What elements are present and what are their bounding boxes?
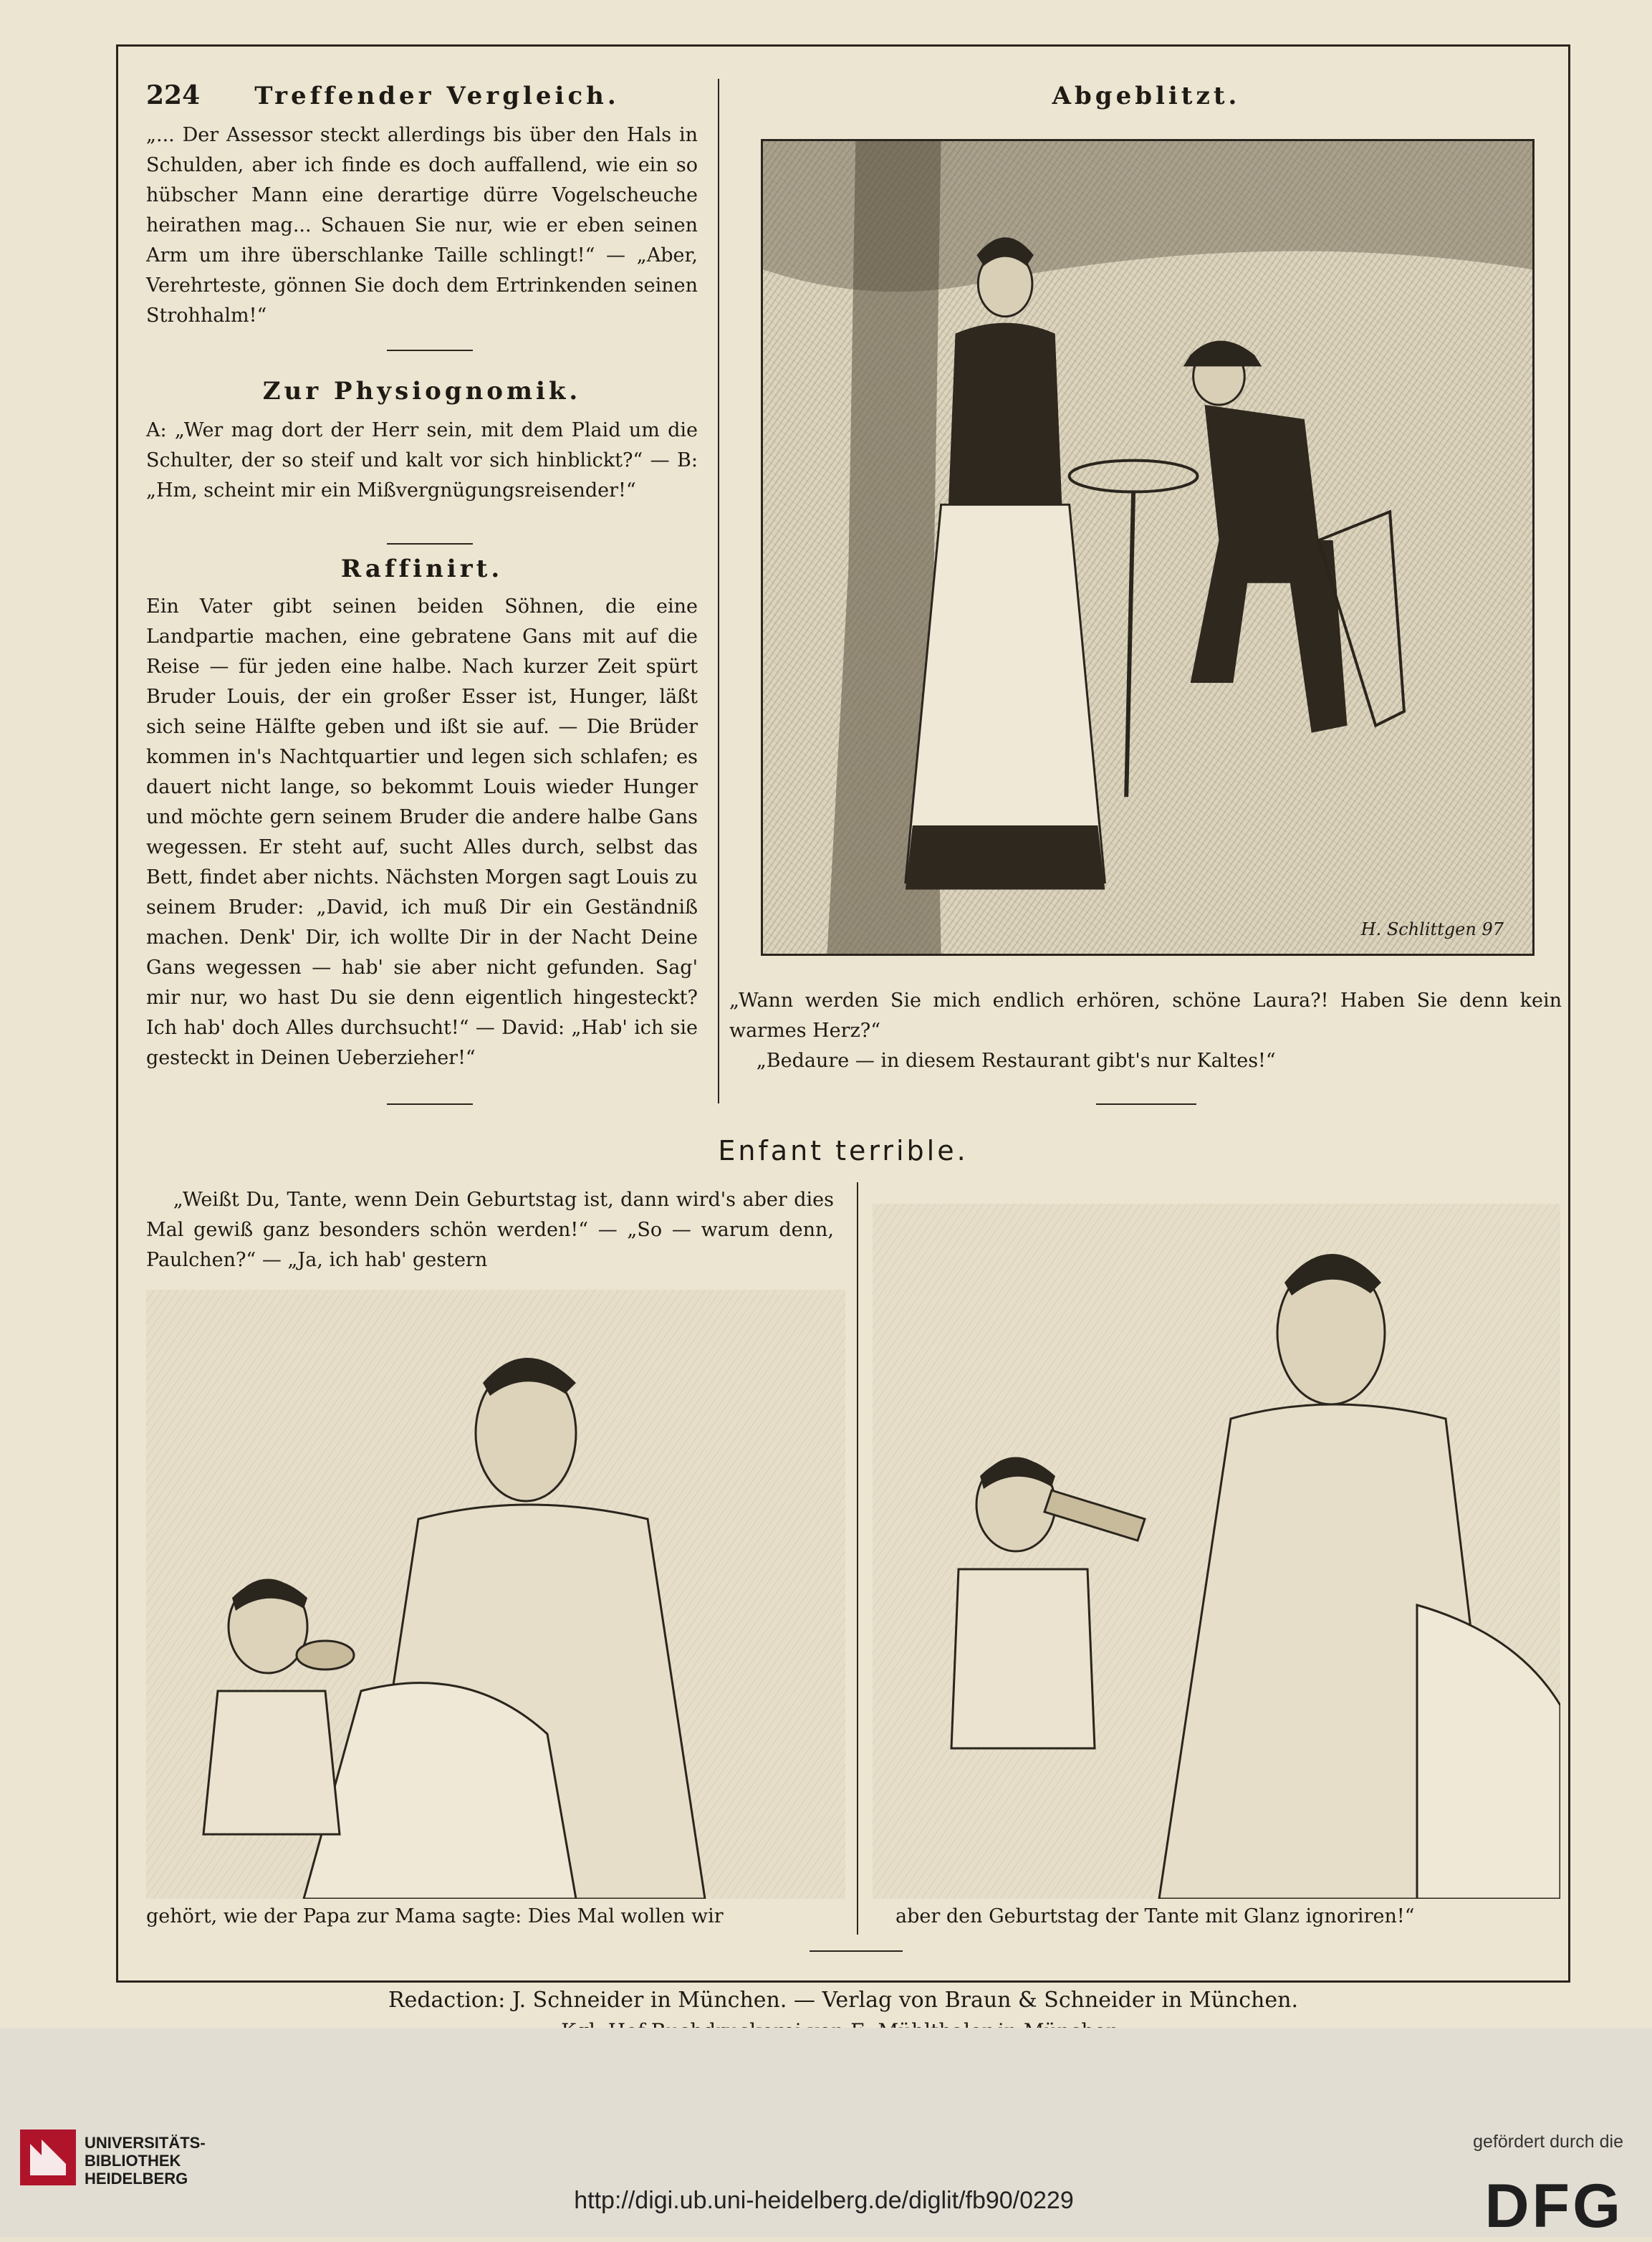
imprint-publisher: Redaction: J. Schneider in München. — Verlag von Braun & Schneider in München. bbox=[388, 1988, 1298, 2013]
library-name-line: UNIVERSITÄTS- bbox=[85, 2134, 206, 2152]
section-divider bbox=[810, 1950, 903, 1952]
caption-enfant-terrible-left: gehört, wie der Papa zur Mama sagte: Dies Mal wollen wir bbox=[146, 1905, 724, 1927]
funding-caption: gefördert durch die bbox=[1473, 2132, 1623, 2152]
illustration-boy-and-aunt-glaring bbox=[873, 1204, 1560, 1899]
illustration-boy-and-aunt-sewing bbox=[146, 1290, 845, 1899]
column-rule bbox=[718, 79, 719, 1103]
illustration-abgeblitzt bbox=[761, 139, 1535, 956]
university-library-logo-icon bbox=[20, 2130, 76, 2185]
text-enfant-terrible-intro: „Weißt Du, Tante, wenn Dein Geburtstag ist, dann wird's aber dies Mal gewiß ganz besonders schön werden!“ — „So — warum denn, Paulchen?“ — „Ja, ich hab' gestern bbox=[146, 1189, 834, 1271]
section-title-treffender-vergleich: Treffender Vergleich. bbox=[254, 82, 620, 110]
caption-enfant-terrible-right: aber den Geburtstag der Tante mit Glanz ignoriren!“ bbox=[895, 1905, 1415, 1927]
boy-eating-and-aunt-drawing bbox=[873, 1204, 1560, 1899]
section-divider bbox=[387, 543, 473, 545]
library-name-line: HEIDELBERG bbox=[85, 2170, 188, 2188]
section-divider bbox=[1096, 1103, 1196, 1105]
boy-and-aunt-drawing bbox=[146, 1290, 845, 1899]
university-library-name bbox=[85, 2134, 206, 2188]
column-rule bbox=[857, 1182, 858, 1935]
waitress-and-guest-drawing bbox=[763, 141, 1532, 954]
text-physiognomik: A: „Wer mag dort der Herr sein, mit dem Plaid um die Schulter, der so steif und kalt vor sich hinblickt?“ — B: „Hm, scheint mir ein Mißvergnügungsreisender!“ bbox=[146, 419, 698, 502]
section-title-enfant-terrible: Enfant terrible. bbox=[718, 1135, 969, 1166]
caption-abgeblitzt-answer: „Bedaure — in diesem Restaurant gibt's nur Kaltes!“ bbox=[756, 1050, 1276, 1072]
library-name-line: BIBLIOTHEK bbox=[85, 2152, 181, 2170]
section-title-abgeblitzt: Abgeblitzt. bbox=[1052, 82, 1241, 110]
section-divider bbox=[387, 1103, 473, 1105]
caption-abgeblitzt-question: „Wann werden Sie mich endlich erhören, schöne Laura?! Haben Sie denn kein warmes Herz?“ bbox=[729, 990, 1562, 1042]
source-url-link[interactable]: http://digi.ub.uni-heidelberg.de/diglit/fb90/0229 bbox=[574, 2187, 1074, 2214]
dfg-logo: DFG bbox=[1484, 2172, 1623, 2241]
text-raffinirt: Ein Vater gibt seinen beiden Söhnen, die eine Landpartie machen, eine gebratene Gans mit auf die Reise — für jeden eine halbe. Nach kurzer Zeit spürt Bruder Louis, der ein großer Esser ist, Hunger, läßt sich seine Hälfte geben und ißt sie auf. — Die Brüder kommen in's Nachtquartier und legen sich schlafen; es dauert nicht lange, so bekommt Louis wieder Hunger und möchte gern seinem Bruder die andere halbe Gans wegessen. Er steht auf, sucht Alles durch, selbst das Bett, findet aber nichts. Nächsten Morgen sagt Louis zu seinem Bruder: „David, ich muß Dir ein Geständniß machen. Denk' Dir, ich wollte Dir in der Nacht Deine Gans wegessen — hab' sie aber nicht gefunden. Sag' mir nur, wo hast Du sie denn eigentlich hingesteckt? Ich hab' doch Alles durchsucht!“ — David: „Hab' ich sie gesteckt in Deinen Ueberzieher!“ bbox=[146, 595, 698, 1069]
section-title-raffinirt: Raffinirt. bbox=[340, 555, 504, 583]
section-divider bbox=[387, 350, 473, 351]
section-title-physiognomik: Zur Physiognomik. bbox=[262, 377, 582, 406]
page-number: 224 bbox=[146, 80, 201, 110]
artist-signature: H. Schlittgen 97 bbox=[1360, 919, 1504, 939]
text-treffender-vergleich: „... Der Assessor steckt allerdings bis über den Hals in Schulden, aber ich finde es doch auffallend, wie ein so hübscher Mann eine derartige dürre Vogelscheuche heirathen mag... Schauen Sie nur, wie er eben seinen Arm um ihre überschlanke Taille schlingt!“ — „Aber, Verehrteste, gönnen Sie doch dem Ertrinkenden seinen Strohhalm!“ bbox=[146, 124, 698, 327]
